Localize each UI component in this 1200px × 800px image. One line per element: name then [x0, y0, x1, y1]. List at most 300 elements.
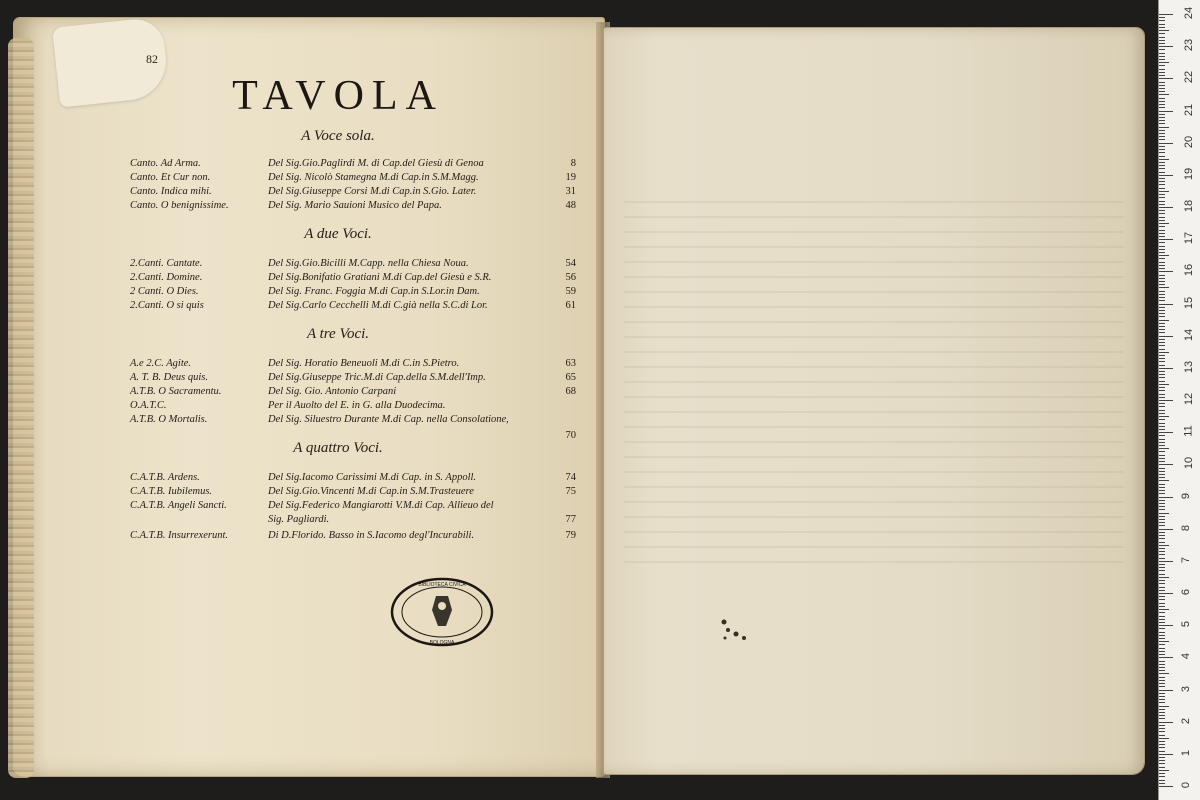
ruler-minor-tick — [1159, 316, 1165, 317]
ruler-minor-tick — [1159, 664, 1165, 665]
table-row — [130, 386, 576, 400]
ruler-minor-tick — [1159, 423, 1165, 424]
ruler-label: 3 — [1180, 685, 1193, 692]
ruler-minor-tick — [1159, 487, 1165, 488]
ruler-major-tick — [1159, 464, 1173, 465]
ruler-minor-tick — [1159, 242, 1165, 243]
ruler-minor-tick — [1159, 210, 1165, 211]
page-ref: 8 — [570, 158, 576, 169]
ruler-minor-tick — [1159, 361, 1165, 362]
ruler-minor-tick — [1159, 69, 1165, 70]
ruler-major-tick — [1159, 304, 1173, 305]
ruler-minor-tick — [1159, 387, 1165, 388]
ruler-minor-tick — [1159, 56, 1165, 57]
measurement-ruler — [1158, 0, 1200, 800]
ruler-major-tick — [1159, 593, 1173, 594]
table-row — [130, 286, 576, 300]
composer-description: Del Sig. Gio. Antonio Carpani — [268, 386, 397, 397]
ruler-minor-tick — [1159, 439, 1165, 440]
ruler-minor-tick — [1159, 455, 1165, 456]
ruler-minor-tick — [1159, 413, 1165, 414]
ruler-minor-tick — [1159, 535, 1165, 536]
ruler-minor-tick — [1159, 757, 1165, 758]
ruler-minor-tick — [1159, 548, 1165, 549]
ruler-minor-tick — [1159, 477, 1165, 478]
ruler-minor-tick — [1159, 426, 1165, 427]
voice-label: Canto. Ad Arma. — [130, 158, 201, 169]
ruler-minor-tick — [1159, 616, 1165, 617]
ruler-label: 16 — [1183, 264, 1196, 277]
torn-page-edge — [8, 38, 34, 778]
ruler-minor-tick — [1159, 149, 1165, 150]
ruler-minor-tick — [1159, 49, 1165, 50]
ruler-minor-tick — [1159, 484, 1165, 485]
table-row — [130, 530, 576, 544]
table-row — [130, 358, 576, 372]
ruler-minor-tick — [1159, 686, 1165, 687]
page-ref: 74 — [565, 472, 576, 483]
ruler-label: 15 — [1183, 296, 1196, 309]
ruler-minor-tick — [1159, 40, 1165, 41]
ruler-minor-tick — [1159, 165, 1165, 166]
ruler-minor-tick — [1159, 159, 1169, 160]
ruler-minor-tick — [1159, 230, 1165, 231]
ruler-label: 20 — [1183, 135, 1196, 148]
ink-blot — [716, 616, 756, 646]
ruler-minor-tick — [1159, 37, 1165, 38]
ruler-minor-tick — [1159, 564, 1165, 565]
page-ref: 31 — [565, 186, 576, 197]
ruler-minor-tick — [1159, 156, 1165, 157]
ruler-minor-tick — [1159, 162, 1165, 163]
voice-label: C.A.T.B. Ardens. — [130, 472, 200, 483]
ruler-minor-tick — [1159, 17, 1165, 18]
ruler-minor-tick — [1159, 596, 1165, 597]
ruler-minor-tick — [1159, 329, 1165, 330]
table-row — [130, 258, 576, 272]
ruler-minor-tick — [1159, 120, 1165, 121]
ruler-minor-tick — [1159, 741, 1165, 742]
ruler-major-tick — [1159, 657, 1173, 658]
ruler-minor-tick — [1159, 365, 1165, 366]
section-heading-due-voci: A due Voci. — [304, 226, 372, 242]
ruler-minor-tick — [1159, 532, 1165, 533]
table-row — [130, 300, 576, 314]
table-row — [130, 486, 576, 500]
ruler-major-tick — [1159, 786, 1173, 787]
ruler-minor-tick — [1159, 53, 1165, 54]
ruler-major-tick — [1159, 336, 1173, 337]
ruler-minor-tick — [1159, 43, 1165, 44]
ruler-minor-tick — [1159, 371, 1165, 372]
page-ref: 48 — [565, 200, 576, 211]
ruler-minor-tick — [1159, 310, 1165, 311]
ruler-label: 10 — [1183, 457, 1196, 470]
ruler-minor-tick — [1159, 384, 1169, 385]
ruler-minor-tick — [1159, 213, 1165, 214]
ruler-minor-tick — [1159, 744, 1165, 745]
ruler-minor-tick — [1159, 246, 1165, 247]
table-row — [130, 158, 576, 172]
ruler-minor-tick — [1159, 628, 1165, 629]
page-ref: 54 — [565, 258, 576, 269]
ruler-minor-tick — [1159, 339, 1165, 340]
ruler-minor-tick — [1159, 307, 1165, 308]
ruler-minor-tick — [1159, 783, 1165, 784]
ruler-minor-tick — [1159, 130, 1165, 131]
page-ref: 70 — [565, 430, 576, 441]
ruler-minor-tick — [1159, 577, 1169, 578]
ruler-minor-tick — [1159, 181, 1165, 182]
ruler-major-tick — [1159, 432, 1173, 433]
ruler-minor-tick — [1159, 188, 1165, 189]
ruler-minor-tick — [1159, 448, 1169, 449]
ruler-minor-tick — [1159, 358, 1165, 359]
ruler-minor-tick — [1159, 445, 1165, 446]
ruler-label: 14 — [1183, 328, 1196, 341]
ruler-minor-tick — [1159, 252, 1165, 253]
table-row — [130, 472, 576, 486]
ruler-label: 18 — [1183, 199, 1196, 213]
ruler-minor-tick — [1159, 468, 1165, 469]
section-heading-tre-voci: A tre Voci. — [306, 326, 370, 342]
ruler-minor-tick — [1159, 480, 1169, 481]
svg-text:BOLOGNA: BOLOGNA — [429, 640, 455, 646]
ruler-minor-tick — [1159, 223, 1169, 224]
ruler-minor-tick — [1159, 332, 1165, 333]
ruler-minor-tick — [1159, 275, 1165, 276]
ruler-minor-tick — [1159, 268, 1165, 269]
ruler-minor-tick — [1159, 519, 1165, 520]
ruler-label: 23 — [1183, 39, 1196, 52]
voice-label: C.A.T.B. Angeli Sancti. — [130, 500, 227, 511]
ruler-minor-tick — [1159, 651, 1165, 652]
table-row — [130, 172, 576, 186]
ruler-minor-tick — [1159, 490, 1165, 491]
ruler-major-tick — [1159, 529, 1173, 530]
composer-description: Del Sig. Nicolò Stamegna M.di Cap.in S.M.Magg. — [268, 172, 479, 183]
ruler-minor-tick — [1159, 570, 1165, 571]
ruler-minor-tick — [1159, 525, 1165, 526]
ruler-minor-tick — [1159, 27, 1165, 28]
page-ref: 61 — [565, 300, 576, 311]
ruler-minor-tick — [1159, 706, 1169, 707]
ruler-major-tick — [1159, 690, 1173, 691]
ruler-minor-tick — [1159, 342, 1165, 343]
voice-label: 2.Canti. Cantate. — [130, 258, 203, 269]
ruler-minor-tick — [1159, 619, 1165, 620]
svg-text:BIBLIOTECA CIVICA: BIBLIOTECA CIVICA — [418, 582, 466, 588]
ruler-minor-tick — [1159, 217, 1165, 218]
ruler-minor-tick — [1159, 152, 1165, 153]
page-title: TAVOLA — [232, 73, 444, 119]
composer-description: Per il Auolto del E. in G. alla Duodecima. — [268, 400, 446, 411]
ruler-minor-tick — [1159, 680, 1165, 681]
ruler-minor-tick — [1159, 75, 1165, 76]
ruler-minor-tick — [1159, 265, 1165, 266]
ruler-minor-tick — [1159, 197, 1165, 198]
ruler-minor-tick — [1159, 661, 1165, 662]
ruler-major-tick — [1159, 14, 1173, 15]
ruler-minor-tick — [1159, 381, 1165, 382]
voice-label: A. T. B. Deus quis. — [130, 372, 208, 383]
ruler-major-tick — [1159, 561, 1173, 562]
voice-label: A.T.B. O Sacramentu. — [130, 386, 222, 397]
ruler-minor-tick — [1159, 442, 1165, 443]
ruler-minor-tick — [1159, 287, 1169, 288]
ruler-major-tick — [1159, 143, 1173, 144]
voice-label: 2 Canti. O Dies. — [130, 286, 199, 297]
ruler-minor-tick — [1159, 503, 1165, 504]
ruler-minor-tick — [1159, 712, 1165, 713]
ruler-minor-tick — [1159, 178, 1165, 179]
voice-label: Canto. Et Cur non. — [130, 172, 211, 183]
composer-description-cont: Sig. Pagliardi. — [268, 514, 330, 525]
ruler-minor-tick — [1159, 30, 1169, 31]
ruler-minor-tick — [1159, 461, 1165, 462]
ruler-minor-tick — [1159, 474, 1165, 475]
ruler-minor-tick — [1159, 204, 1165, 205]
ruler-minor-tick — [1159, 355, 1165, 356]
ruler-minor-tick — [1159, 258, 1165, 259]
ruler-minor-tick — [1159, 731, 1165, 732]
page-ref: 75 — [565, 486, 576, 497]
ruler-minor-tick — [1159, 735, 1165, 736]
ruler-minor-tick — [1159, 82, 1165, 83]
ruler-major-tick — [1159, 239, 1173, 240]
ruler-minor-tick — [1159, 403, 1165, 404]
ruler-minor-tick — [1159, 718, 1165, 719]
ruler-minor-tick — [1159, 377, 1165, 378]
ruler-minor-tick — [1159, 435, 1165, 436]
ruler-label: 6 — [1180, 588, 1193, 596]
ruler-minor-tick — [1159, 201, 1165, 202]
ruler-minor-tick — [1159, 587, 1165, 588]
ruler-minor-tick — [1159, 516, 1165, 517]
ruler-label: 7 — [1180, 556, 1193, 563]
page-ref: 56 — [565, 272, 576, 283]
ruler-minor-tick — [1159, 114, 1165, 115]
section-heading-voce-sola: A Voce sola. — [301, 128, 375, 144]
ruler-minor-tick — [1159, 590, 1165, 591]
ruler-minor-tick — [1159, 284, 1165, 285]
voice-label: 2.Canti. O si quis — [130, 300, 204, 311]
ruler-minor-tick — [1159, 641, 1169, 642]
ruler-minor-tick — [1159, 281, 1165, 282]
ruler-minor-tick — [1159, 278, 1165, 279]
ruler-minor-tick — [1159, 146, 1165, 147]
section-heading-quattro-voci: A quattro Voci. — [293, 440, 383, 456]
ruler-minor-tick — [1159, 554, 1165, 555]
ruler-minor-tick — [1159, 673, 1169, 674]
ruler-minor-tick — [1159, 320, 1169, 321]
ruler-minor-tick — [1159, 85, 1165, 86]
ruler-minor-tick — [1159, 670, 1165, 671]
composer-description: Del Sig.Gio.Paglirdi M. di Cap.del Giesù di Genoa — [268, 158, 484, 169]
ruler-minor-tick — [1159, 94, 1169, 95]
ruler-minor-tick — [1159, 558, 1165, 559]
ruler-label: 12 — [1183, 392, 1196, 406]
ruler-minor-tick — [1159, 107, 1165, 108]
composer-description: Del Sig.Giuseppe Tric.M.di Cap.della S.M.dell'Imp. — [268, 372, 486, 383]
ruler-label: 24 — [1183, 6, 1196, 20]
ruler-minor-tick — [1159, 65, 1165, 66]
ruler-minor-tick — [1159, 326, 1165, 327]
ruler-label: 4 — [1180, 653, 1193, 660]
ruler-major-tick — [1159, 78, 1173, 79]
ruler-minor-tick — [1159, 410, 1165, 411]
ruler-minor-tick — [1159, 291, 1165, 292]
ruler-minor-tick — [1159, 648, 1165, 649]
ruler-minor-tick — [1159, 390, 1165, 391]
voice-label: Canto. O benignissime. — [130, 200, 229, 211]
ruler-minor-tick — [1159, 493, 1165, 494]
ruler-major-tick — [1159, 175, 1173, 176]
ruler-minor-tick — [1159, 545, 1169, 546]
ruler-minor-tick — [1159, 715, 1165, 716]
ruler-minor-tick — [1159, 91, 1165, 92]
ruler-major-tick — [1159, 271, 1173, 272]
ruler-minor-tick — [1159, 702, 1165, 703]
ruler-major-tick — [1159, 722, 1173, 723]
ruler-minor-tick — [1159, 33, 1165, 34]
ruler-minor-tick — [1159, 500, 1165, 501]
ruler-major-tick — [1159, 46, 1173, 47]
ruler-minor-tick — [1159, 24, 1165, 25]
ruler-minor-tick — [1159, 522, 1165, 523]
ruler-minor-tick — [1159, 709, 1165, 710]
ruler-minor-tick — [1159, 104, 1165, 105]
table-row — [130, 414, 576, 428]
ruler-label: 8 — [1180, 524, 1193, 531]
voice-label: O.A.T.C. — [130, 400, 167, 411]
ruler-label: 19 — [1183, 167, 1196, 180]
ruler-minor-tick — [1159, 609, 1169, 610]
ruler-minor-tick — [1159, 677, 1165, 678]
ruler-minor-tick — [1159, 773, 1165, 774]
ruler-minor-tick — [1159, 220, 1165, 221]
ruler-minor-tick — [1159, 117, 1165, 118]
ruler-major-tick — [1159, 497, 1173, 498]
ruler-minor-tick — [1159, 567, 1165, 568]
ruler-major-tick — [1159, 111, 1173, 112]
page-ref: 79 — [565, 530, 576, 541]
ruler-minor-tick — [1159, 406, 1165, 407]
ruler-minor-tick — [1159, 635, 1165, 636]
ruler-minor-tick — [1159, 513, 1169, 514]
ruler-minor-tick — [1159, 751, 1165, 752]
ruler-label: 11 — [1182, 425, 1195, 437]
ruler-minor-tick — [1159, 451, 1165, 452]
ruler-minor-tick — [1159, 123, 1165, 124]
ruler-minor-tick — [1159, 471, 1165, 472]
ruler-minor-tick — [1159, 580, 1165, 581]
ruler-major-tick — [1159, 625, 1173, 626]
ruler-minor-tick — [1159, 233, 1165, 234]
right-page — [604, 28, 1144, 774]
ruler-label: 1 — [1180, 749, 1193, 756]
ruler-minor-tick — [1159, 667, 1165, 668]
voice-label: A.e 2.C. Agite. — [130, 358, 192, 369]
ruler-minor-tick — [1159, 294, 1165, 295]
ruler-minor-tick — [1159, 644, 1165, 645]
composer-description: Del Sig. Mario Sauioni Musico del Papa. — [268, 200, 442, 211]
ruler-minor-tick — [1159, 725, 1165, 726]
library-stamp — [390, 576, 494, 648]
ruler-major-tick — [1159, 207, 1173, 208]
ruler-minor-tick — [1159, 622, 1165, 623]
ruler-minor-tick — [1159, 397, 1165, 398]
ruler-minor-tick — [1159, 574, 1165, 575]
ruler-label: 9 — [1180, 492, 1193, 499]
ruler-minor-tick — [1159, 127, 1169, 128]
composer-description: Del Sig.Bonifatio Gratiani M.di Cap.del Giesù e S.R. — [268, 272, 492, 283]
ruler-label: 17 — [1183, 232, 1196, 245]
page-ref: 19 — [565, 172, 576, 183]
ruler-label: 21 — [1183, 103, 1196, 116]
page-ref: 65 — [565, 372, 576, 383]
ruler-minor-tick — [1159, 728, 1165, 729]
ruler-minor-tick — [1159, 313, 1165, 314]
table-row — [130, 400, 576, 414]
ruler-minor-tick — [1159, 136, 1165, 137]
composer-description: Del Sig. Franc. Foggia M.di Cap.in S.Lor.in Dam. — [268, 286, 480, 297]
ruler-major-tick — [1159, 368, 1173, 369]
ruler-minor-tick — [1159, 606, 1165, 607]
ruler-minor-tick — [1159, 583, 1165, 584]
ruler-minor-tick — [1159, 345, 1165, 346]
ruler-minor-tick — [1159, 419, 1165, 420]
ruler-minor-tick — [1159, 699, 1165, 700]
ruler-minor-tick — [1159, 101, 1165, 102]
ruler-minor-tick — [1159, 172, 1165, 173]
table-row — [130, 200, 576, 214]
ruler-minor-tick — [1159, 262, 1165, 263]
table-row — [130, 272, 576, 286]
page-ref: 68 — [565, 386, 576, 397]
ruler-minor-tick — [1159, 374, 1165, 375]
composer-description: Di D.Florido. Basso in S.Iacomo degl'Incurabili. — [268, 530, 475, 541]
ruler-minor-tick — [1159, 297, 1165, 298]
composer-description: Del Sig.Federico Mangiarotti V.M.di Cap. Allieuo del — [268, 500, 494, 511]
ruler-minor-tick — [1159, 394, 1165, 395]
ruler-minor-tick — [1159, 603, 1165, 604]
ruler-minor-tick — [1159, 191, 1169, 192]
ruler-minor-tick — [1159, 249, 1165, 250]
ruler-major-tick — [1159, 400, 1173, 401]
composer-description: Del Sig.Carlo Cecchelli M.di C.già nella S.C.di Lor. — [268, 300, 488, 311]
ruler-minor-tick — [1159, 780, 1165, 781]
ruler-minor-tick — [1159, 747, 1165, 748]
ruler-minor-tick — [1159, 236, 1165, 237]
ruler-minor-tick — [1159, 323, 1165, 324]
ruler-minor-tick — [1159, 612, 1165, 613]
ruler-minor-tick — [1159, 62, 1169, 63]
ruler-minor-tick — [1159, 133, 1165, 134]
ruler-minor-tick — [1159, 638, 1165, 639]
ruler-major-tick — [1159, 754, 1173, 755]
ruler-minor-tick — [1159, 767, 1165, 768]
ruler-minor-tick — [1159, 770, 1169, 771]
ruler-minor-tick — [1159, 506, 1165, 507]
composer-description: Del Sig. Horatio Beneuoli M.di C.in S.Pietro. — [268, 358, 460, 369]
voice-label: C.A.T.B. Iubilemus. — [130, 486, 213, 497]
ruler-minor-tick — [1159, 300, 1165, 301]
ruler-minor-tick — [1159, 255, 1169, 256]
ruler-label: 5 — [1180, 621, 1193, 628]
ruler-minor-tick — [1159, 696, 1165, 697]
ruler-minor-tick — [1159, 194, 1165, 195]
